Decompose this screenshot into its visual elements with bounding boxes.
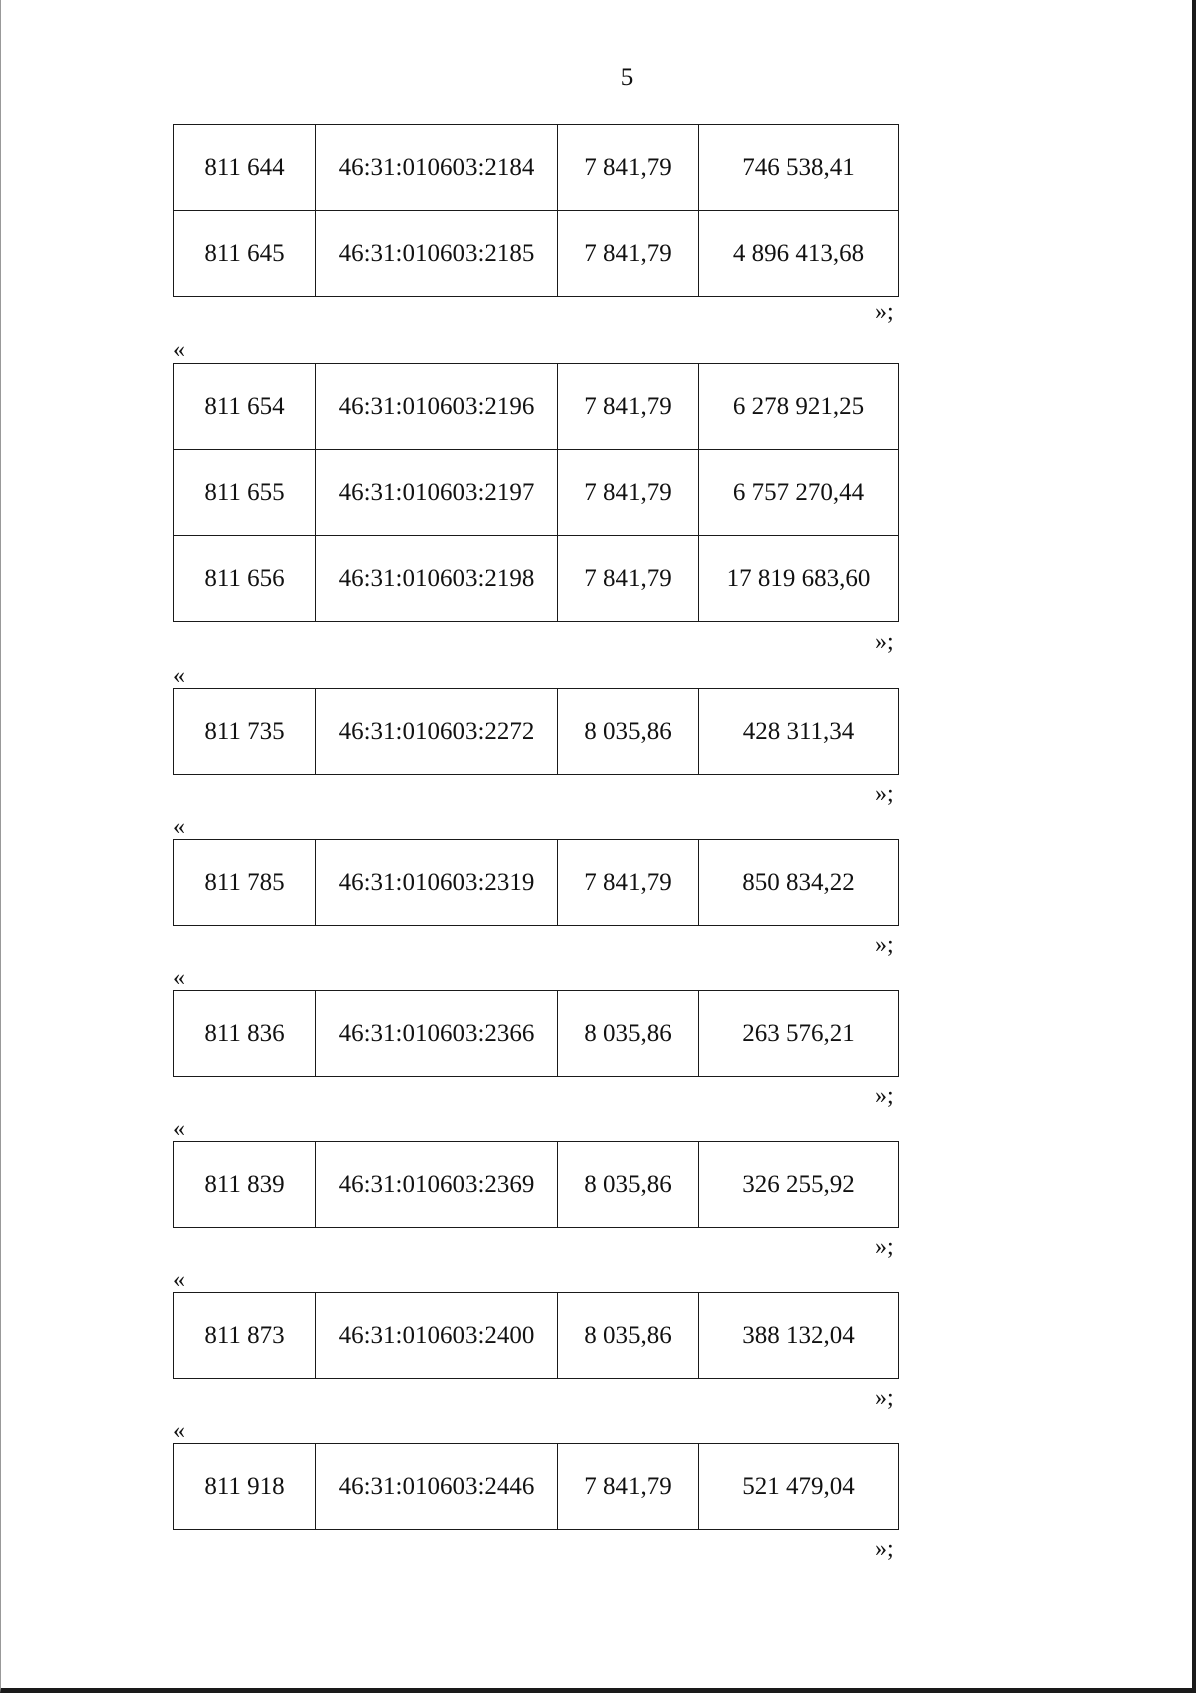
table-cell-rate: 8 035,86 bbox=[558, 1293, 699, 1379]
table-cell-rate: 7 841,79 bbox=[558, 1444, 699, 1530]
table-cell-rate: 7 841,79 bbox=[558, 364, 699, 450]
opening-quote: « bbox=[173, 814, 185, 840]
table-cell-cadastral: 46:31:010603:2366 bbox=[316, 991, 558, 1077]
table-cell-value: 6 278 921,25 bbox=[699, 364, 899, 450]
table-cell-rate: 7 841,79 bbox=[558, 211, 699, 297]
table-row bbox=[174, 1293, 899, 1379]
table-row bbox=[174, 1444, 899, 1530]
closing-quote: »; bbox=[875, 1536, 894, 1562]
table-cell-cadastral: 46:31:010603:2446 bbox=[316, 1444, 558, 1530]
closing-quote: »; bbox=[875, 1385, 894, 1411]
data-table bbox=[173, 363, 899, 622]
table-row bbox=[174, 450, 899, 536]
table-cell-cadastral: 46:31:010603:2198 bbox=[316, 536, 558, 622]
table-cell-number: 811 644 bbox=[174, 125, 316, 211]
opening-quote: « bbox=[173, 1116, 185, 1142]
table-cell-value: 521 479,04 bbox=[699, 1444, 899, 1530]
data-table bbox=[173, 1292, 899, 1379]
table-cell-rate: 7 841,79 bbox=[558, 450, 699, 536]
table-cell-rate: 8 035,86 bbox=[558, 689, 699, 775]
table-cell-cadastral: 46:31:010603:2196 bbox=[316, 364, 558, 450]
data-table bbox=[173, 688, 899, 775]
table-cell-number: 811 655 bbox=[174, 450, 316, 536]
opening-quote: « bbox=[173, 1418, 185, 1444]
table-cell-cadastral: 46:31:010603:2272 bbox=[316, 689, 558, 775]
table-cell-value: 6 757 270,44 bbox=[699, 450, 899, 536]
table-cell-number: 811 735 bbox=[174, 689, 316, 775]
table-row bbox=[174, 364, 899, 450]
table-cell-number: 811 656 bbox=[174, 536, 316, 622]
opening-quote: « bbox=[173, 1267, 185, 1293]
closing-quote: »; bbox=[875, 932, 894, 958]
table-cell-number: 811 645 bbox=[174, 211, 316, 297]
table-cell-number: 811 836 bbox=[174, 991, 316, 1077]
table-row bbox=[174, 125, 899, 211]
closing-quote: »; bbox=[875, 629, 894, 655]
table-cell-value: 850 834,22 bbox=[699, 840, 899, 926]
table-cell-number: 811 873 bbox=[174, 1293, 316, 1379]
data-table bbox=[173, 1141, 899, 1228]
opening-quote: « bbox=[173, 663, 185, 689]
data-table bbox=[173, 1443, 899, 1530]
table-cell-cadastral: 46:31:010603:2184 bbox=[316, 125, 558, 211]
opening-quote: « bbox=[173, 965, 185, 991]
table-cell-number: 811 654 bbox=[174, 364, 316, 450]
table-cell-rate: 8 035,86 bbox=[558, 1142, 699, 1228]
table-row bbox=[174, 991, 899, 1077]
data-table bbox=[173, 839, 899, 926]
table-row bbox=[174, 211, 899, 297]
closing-quote: »; bbox=[875, 781, 894, 807]
table-row bbox=[174, 840, 899, 926]
data-table bbox=[173, 990, 899, 1077]
table-cell-rate: 7 841,79 bbox=[558, 840, 699, 926]
table-cell-value: 17 819 683,60 bbox=[699, 536, 899, 622]
table-cell-cadastral: 46:31:010603:2197 bbox=[316, 450, 558, 536]
table-cell-value: 388 132,04 bbox=[699, 1293, 899, 1379]
table-row bbox=[174, 536, 899, 622]
table-cell-value: 263 576,21 bbox=[699, 991, 899, 1077]
table-cell-rate: 8 035,86 bbox=[558, 991, 699, 1077]
closing-quote: »; bbox=[875, 1083, 894, 1109]
table-row bbox=[174, 689, 899, 775]
table-cell-cadastral: 46:31:010603:2369 bbox=[316, 1142, 558, 1228]
table-cell-cadastral: 46:31:010603:2400 bbox=[316, 1293, 558, 1379]
page-number: 5 bbox=[620, 64, 634, 91]
table-cell-value: 428 311,34 bbox=[699, 689, 899, 775]
table-cell-rate: 7 841,79 bbox=[558, 536, 699, 622]
table-cell-value: 326 255,92 bbox=[699, 1142, 899, 1228]
closing-quote: »; bbox=[875, 299, 894, 325]
table-cell-number: 811 785 bbox=[174, 840, 316, 926]
table-cell-value: 746 538,41 bbox=[699, 125, 899, 211]
table-cell-rate: 7 841,79 bbox=[558, 125, 699, 211]
opening-quote: « bbox=[173, 337, 185, 363]
data-table bbox=[173, 124, 899, 297]
table-cell-number: 811 839 bbox=[174, 1142, 316, 1228]
table-cell-cadastral: 46:31:010603:2185 bbox=[316, 211, 558, 297]
closing-quote: »; bbox=[875, 1234, 894, 1260]
table-cell-number: 811 918 bbox=[174, 1444, 316, 1530]
table-cell-value: 4 896 413,68 bbox=[699, 211, 899, 297]
table-row bbox=[174, 1142, 899, 1228]
table-cell-cadastral: 46:31:010603:2319 bbox=[316, 840, 558, 926]
